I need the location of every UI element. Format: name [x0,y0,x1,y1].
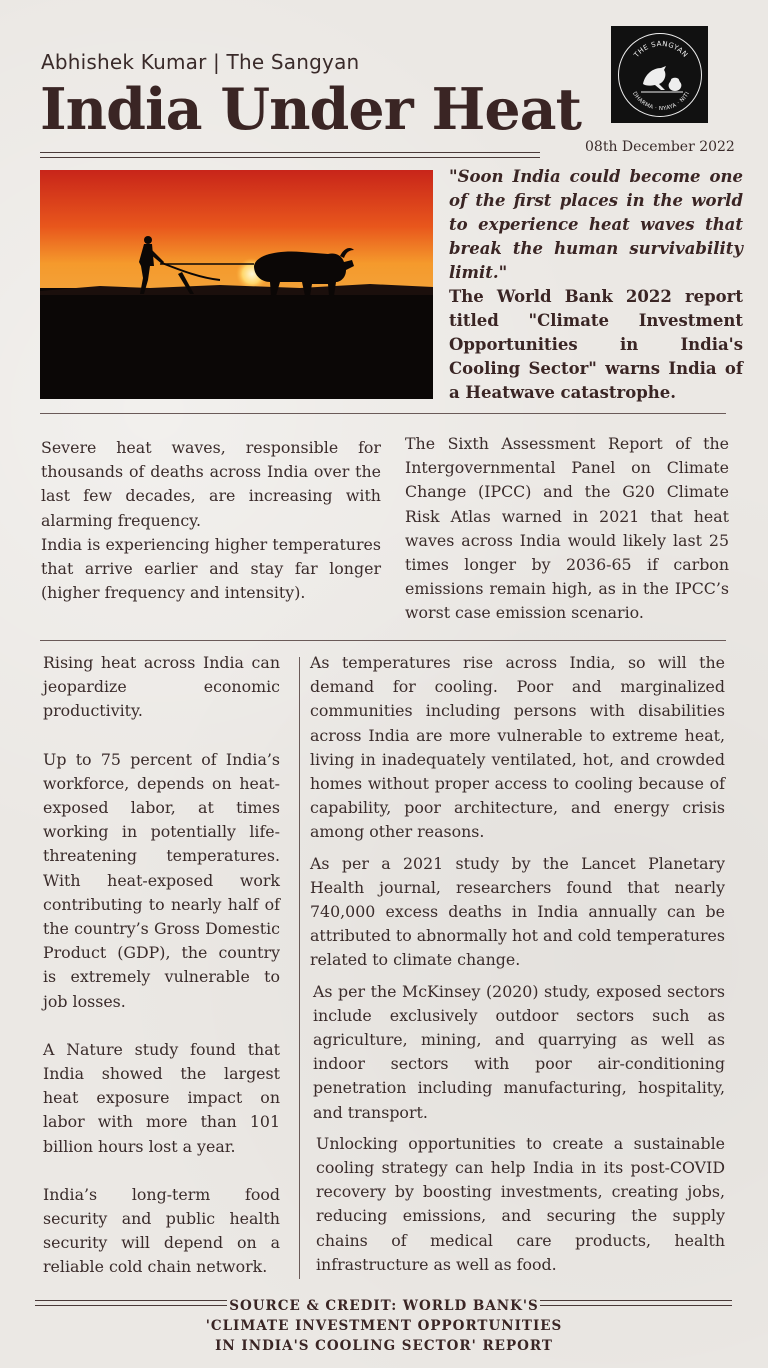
paragraph: Severe heat waves, responsible for thousands of deaths across India over the last few decades, are increasing with alarming frequency. [41,438,381,530]
credit-line-3: IN INDIA'S COOLING SECTOR' REPORT [215,1338,553,1354]
paragraph: A Nature study found that India showed the largest heat exposure impact on labor with more than 101 billion hours lost a year. [43,1039,280,1156]
paragraph: The Sixth Assessment Report of the Intergovernmental Panel on Climate Change (IPCC) and the G20 Climate Risk Atlas warned in 2021 that heat waves across India would likely last 25 times longer by 2036-65 if carbon emissions remain high, as in the IPCC’s worst case emission scenario. [405,434,729,623]
logo-bottom-text: DHARMA · NYAYA · NITI [630,90,691,112]
section-divider-1 [40,413,726,414]
credit-line-2: 'CLIMATE INVESTMENT OPPORTUNITIES [205,1318,563,1334]
report-summary: The World Bank 2022 report titled "Climate Investment Opportunities in India's Cooling Sector" warns India of a Heatwave catastrophe. [449,287,743,402]
sunset-farmer-image [40,170,433,399]
sangyan-logo [611,26,708,123]
crow-and-pot-icon [619,34,703,118]
credit-line-1: SOURCE & CREDIT: WORLD BANK'S [229,1298,539,1314]
paragraph: India’s long-term food security and public health security will depend on a reliable cold chain network. [43,1184,280,1277]
logo-seal [618,33,702,117]
section-divider-2 [40,640,726,641]
source-credit [0,1296,768,1356]
logo-top-text: THE SANGYAN [632,39,689,59]
pull-quote: "Soon India could become one of the first places in the world to experience heat waves that break the human survivability limit." [449,167,743,282]
paragraph: Up to 75 percent of India’s workforce, depends on heat-exposed labor, at times working in potentially life-threatening temperatures. With heat-exposed work contributing to nearly half of the country’s Gross Domestic Product (GDP), the country is extremely vulnerable to job losses. [43,749,280,1011]
section2-right-column [310,651,725,1277]
publish-date: 08th December 2022 [585,139,735,155]
paragraph: As per the McKinsey (2020) study, exposed sectors include exclusively outdoor sectors such as agriculture, mining, and quarrying as well as indoor sectors with poor air-conditioning penetration including manufacturing, hospitality, and transport. [313,981,725,1122]
section1-right-column [405,432,729,626]
paragraph: India is experiencing higher temperatures that arrive earlier and stay far longer (higher frequency and intensity). [41,534,381,603]
svg-text:THE SANGYAN [631,39,689,59]
paragraph: As temperatures rise across India, so will the demand for cooling. Poor and marginalized communities including persons with disabilities across India are more vulnerable to extreme heat, living in inadequately ventilated, hot, and crowded homes without proper access to cooling because of capability, poor architecture, and energy crisis among other reasons. [310,653,725,842]
svg-text:DHARMA · NYAYA · NITI [630,90,690,111]
section2-left-column [43,651,280,1280]
paragraph: Unlocking opportunities to create a sustainable cooling strategy can help India in its post-COVID recovery by boosting investments, creating jobs, reducing emissions, and securing the supply chains of medical care products, health infrastructure as well as food. [316,1133,725,1274]
header-divider [40,152,540,158]
paragraph: As per a 2021 study by the Lancet Planetary Health journal, researchers found that nearly 740,000 excess deaths in India annually can be attributed to abnormally hot and cold temperatures related to climate change. [310,853,725,970]
column-divider [299,657,300,1279]
section1-left-column [41,436,381,605]
feature-photo [40,170,433,399]
paragraph: Rising heat across India can jeopardize economic productivity. [43,653,280,721]
page-title: India Under Heat [40,76,581,143]
byline: Abhishek Kumar | The Sangyan [41,50,360,74]
